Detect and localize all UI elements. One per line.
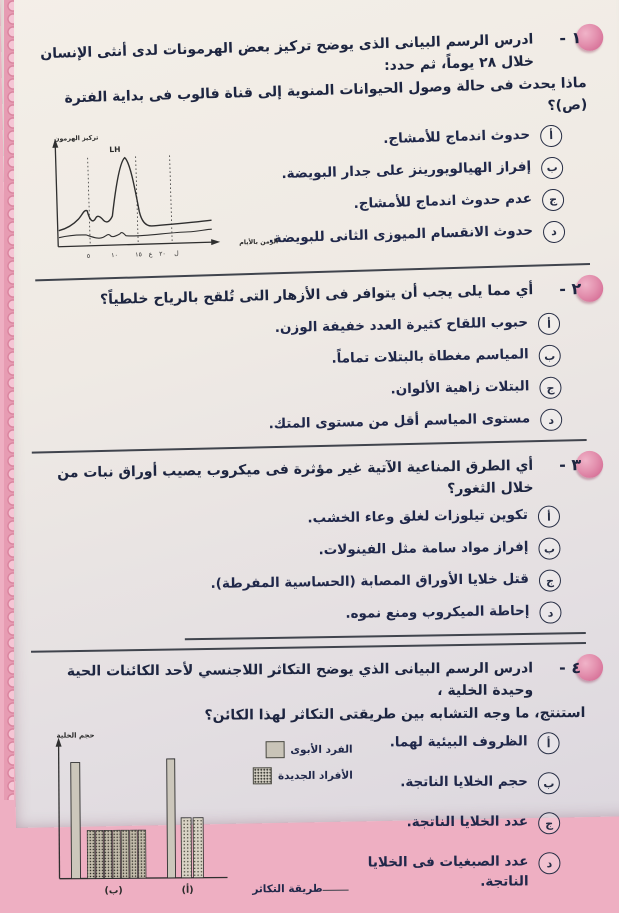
option-row[interactable] bbox=[353, 851, 560, 893]
lh-annotation: LH bbox=[109, 144, 121, 154]
question-number: ٤ - bbox=[559, 658, 582, 678]
solid-swatch-icon bbox=[265, 741, 284, 758]
hormone-line-chart bbox=[25, 127, 279, 271]
option-row[interactable] bbox=[24, 343, 561, 378]
option-text: حدوث الانقسام الميوزى الثانى للبويضة. bbox=[268, 222, 534, 247]
category-label-a: (أ) bbox=[181, 884, 194, 897]
question-3-number-badge bbox=[533, 455, 585, 482]
question-1-options bbox=[237, 123, 592, 261]
option-row[interactable] bbox=[24, 375, 561, 410]
option-row[interactable] bbox=[25, 407, 562, 442]
option-row[interactable] bbox=[23, 311, 560, 346]
option-text: إحاطة الميكروب ومنع نموه. bbox=[345, 603, 530, 622]
question-1 bbox=[22, 28, 592, 281]
offspring-bar bbox=[121, 830, 129, 878]
bar-chart-legend-column bbox=[234, 727, 353, 910]
question-text-line2: استنتج، ما وجه التشابه بين طريقتى التكاثر لهذا الكائن؟ bbox=[204, 705, 586, 725]
question-4-body bbox=[22, 725, 586, 912]
question-2-header bbox=[22, 279, 585, 318]
question-number: ٣ - bbox=[559, 454, 582, 475]
offspring-bar bbox=[193, 818, 203, 878]
y-axis-label: تركيز الهرمون bbox=[53, 134, 99, 143]
legend-label: الأفراد الجديدة bbox=[277, 769, 353, 782]
option-letter-circle[interactable]: ب bbox=[538, 344, 560, 366]
question-text-line1: أي مما يلى يجب أن يتوافر فى الأزهار التى تُلقح بالرياح خلطياً؟ bbox=[99, 281, 534, 308]
axis-dash-line bbox=[323, 890, 349, 891]
option-text: حبوب اللقاح كثيرة العدد خفيفة الوزن. bbox=[274, 314, 529, 336]
option-letter-circle[interactable]: أ bbox=[540, 124, 563, 147]
option-text: إفراز مواد سامة مثل الفينولات. bbox=[318, 539, 529, 559]
option-row[interactable] bbox=[239, 187, 565, 220]
offspring-bar bbox=[104, 830, 112, 878]
option-letter-circle[interactable]: ج bbox=[539, 570, 561, 592]
dashed-marker-day21 bbox=[170, 155, 173, 243]
x-tick: ع bbox=[148, 250, 153, 258]
second-hormone-curve bbox=[59, 229, 212, 239]
option-letter-circle[interactable]: د bbox=[538, 852, 560, 874]
question-2 bbox=[22, 279, 589, 454]
x-tick: ١٠ bbox=[111, 251, 118, 259]
option-text: عدد الصبغيات فى الخلايا الناتجة. bbox=[367, 853, 529, 891]
question-text-line2: ماذا يحدث فى حالة وصول الحيوانات المنوية إلى قناة فالوب فى بداية الفترة (ص)؟ bbox=[64, 75, 588, 115]
option-text: عدد الخلايا الناتجة. bbox=[406, 813, 529, 831]
question-4-options bbox=[353, 731, 587, 910]
option-row[interactable] bbox=[238, 155, 564, 188]
question-number: ٢ - bbox=[559, 278, 582, 299]
option-letter-circle[interactable]: ب bbox=[541, 156, 564, 179]
option-letter-circle[interactable]: ج bbox=[542, 188, 565, 211]
option-text: عدم حدوث اندماج للأمشاج. bbox=[353, 190, 533, 212]
parent-bar-group-b bbox=[71, 763, 81, 879]
option-row[interactable] bbox=[24, 601, 561, 632]
legend-item-offspring bbox=[235, 767, 353, 785]
option-text: حجم الخلايا الناتجة. bbox=[400, 773, 528, 791]
question-1-body bbox=[25, 117, 592, 272]
reproduction-bar-chart bbox=[22, 728, 235, 905]
option-letter-circle[interactable]: ج bbox=[538, 812, 560, 834]
legend-label: الفرد الأبوى bbox=[290, 743, 353, 756]
offspring-bar bbox=[113, 830, 121, 878]
question-4 bbox=[22, 658, 587, 912]
option-row[interactable] bbox=[23, 505, 560, 536]
option-text: الظروف البيئية لهما. bbox=[389, 733, 528, 751]
option-letter-circle[interactable]: د bbox=[540, 408, 562, 430]
exam-content bbox=[14, 22, 599, 909]
option-letter-circle[interactable]: ب bbox=[538, 772, 560, 794]
question-3-options bbox=[23, 504, 588, 632]
option-letter-circle[interactable]: أ bbox=[538, 506, 560, 528]
bar-chart-svg bbox=[22, 728, 235, 901]
question-3-header bbox=[22, 455, 586, 507]
question-4-number-badge bbox=[533, 658, 585, 684]
y-axis-label: حجم الخلية bbox=[56, 731, 95, 740]
question-3 bbox=[22, 455, 588, 653]
offspring-bar bbox=[96, 831, 104, 879]
question-2-options bbox=[23, 311, 589, 443]
option-row[interactable] bbox=[24, 569, 561, 600]
hormone-chart-svg bbox=[25, 127, 279, 267]
offspring-bar bbox=[138, 830, 146, 878]
offspring-bar bbox=[87, 831, 95, 879]
parent-bar-group-a bbox=[167, 759, 176, 878]
option-text: البتلات زاهية الألوان. bbox=[390, 378, 530, 398]
dashed-marker-day5 bbox=[88, 158, 91, 246]
category-label-b: (ب) bbox=[104, 885, 123, 897]
x-axis-caption bbox=[236, 883, 354, 896]
dotted-swatch-icon bbox=[253, 767, 272, 784]
question-2-number-badge bbox=[533, 279, 586, 306]
option-row[interactable] bbox=[353, 811, 560, 835]
option-row[interactable] bbox=[237, 123, 563, 156]
x-tick: ١٥ bbox=[135, 250, 142, 259]
option-letter-circle[interactable]: د bbox=[539, 602, 561, 624]
option-letter-circle[interactable]: د bbox=[543, 220, 566, 243]
option-letter-circle[interactable]: ب bbox=[538, 538, 560, 560]
option-text: حدوث اندماج للأمشاج. bbox=[383, 126, 531, 147]
option-row[interactable] bbox=[240, 219, 566, 252]
option-letter-circle[interactable]: أ bbox=[538, 732, 560, 754]
option-letter-circle[interactable]: ج bbox=[539, 376, 561, 398]
question-text-line1: أي الطرق المناعية الآتية غير مؤثرة فى ميكروب يصيب أوراق نبات من خلال الثغور؟ bbox=[57, 457, 534, 497]
question-text-line1: ادرس الرسم البيانى الذى يوضح تركيز بعض الهرمونات لدى أنثى الإنسان خلال ٢٨ يوماً، ثم حدد: bbox=[40, 31, 535, 74]
offspring-bar bbox=[181, 818, 191, 878]
legend-item-parent bbox=[235, 741, 353, 759]
x-tick: ٢٠ bbox=[159, 250, 166, 258]
question-4-header bbox=[22, 658, 585, 705]
scanned-exam-page bbox=[4, 0, 619, 897]
question-text-line1: ادرس الرسم البيانى الذي يوضح التكاثر اللاجنسي لأحد الكائنات الحية وحيدة الخلية ، bbox=[66, 660, 534, 699]
section-separator-upper bbox=[185, 632, 586, 640]
option-row[interactable] bbox=[353, 731, 560, 755]
x-tick: ٥ bbox=[86, 252, 91, 260]
offspring-bar bbox=[130, 830, 138, 878]
x-axis-label: طريقة التكاثر bbox=[252, 883, 323, 896]
section-separator bbox=[32, 439, 587, 454]
decorative-lace-border bbox=[4, 0, 14, 800]
x-tick: ل bbox=[174, 249, 179, 258]
option-text: تكوين تيلوزات لغلق وعاء الخشب. bbox=[307, 507, 529, 527]
question-number: ١ - bbox=[559, 28, 582, 48]
question-1-number-badge bbox=[533, 28, 586, 56]
option-text: قتل خلايا الأوراق المصابة (الحساسية المفرطة). bbox=[210, 571, 530, 593]
option-row[interactable] bbox=[353, 771, 560, 795]
section-separator bbox=[31, 642, 586, 653]
option-text: مستوى المياسم أقل من مستوى المتك. bbox=[268, 410, 531, 432]
lh-curve bbox=[57, 155, 212, 231]
option-text: المياسم مغطاة بالبتلات تماماً. bbox=[331, 346, 529, 367]
option-text: إفراز الهيالويورينز على جدار البويضة. bbox=[281, 158, 532, 182]
x-axis-label: الزمن بالأيام bbox=[239, 237, 279, 247]
option-letter-circle[interactable]: أ bbox=[538, 312, 560, 334]
option-row[interactable] bbox=[23, 537, 560, 568]
